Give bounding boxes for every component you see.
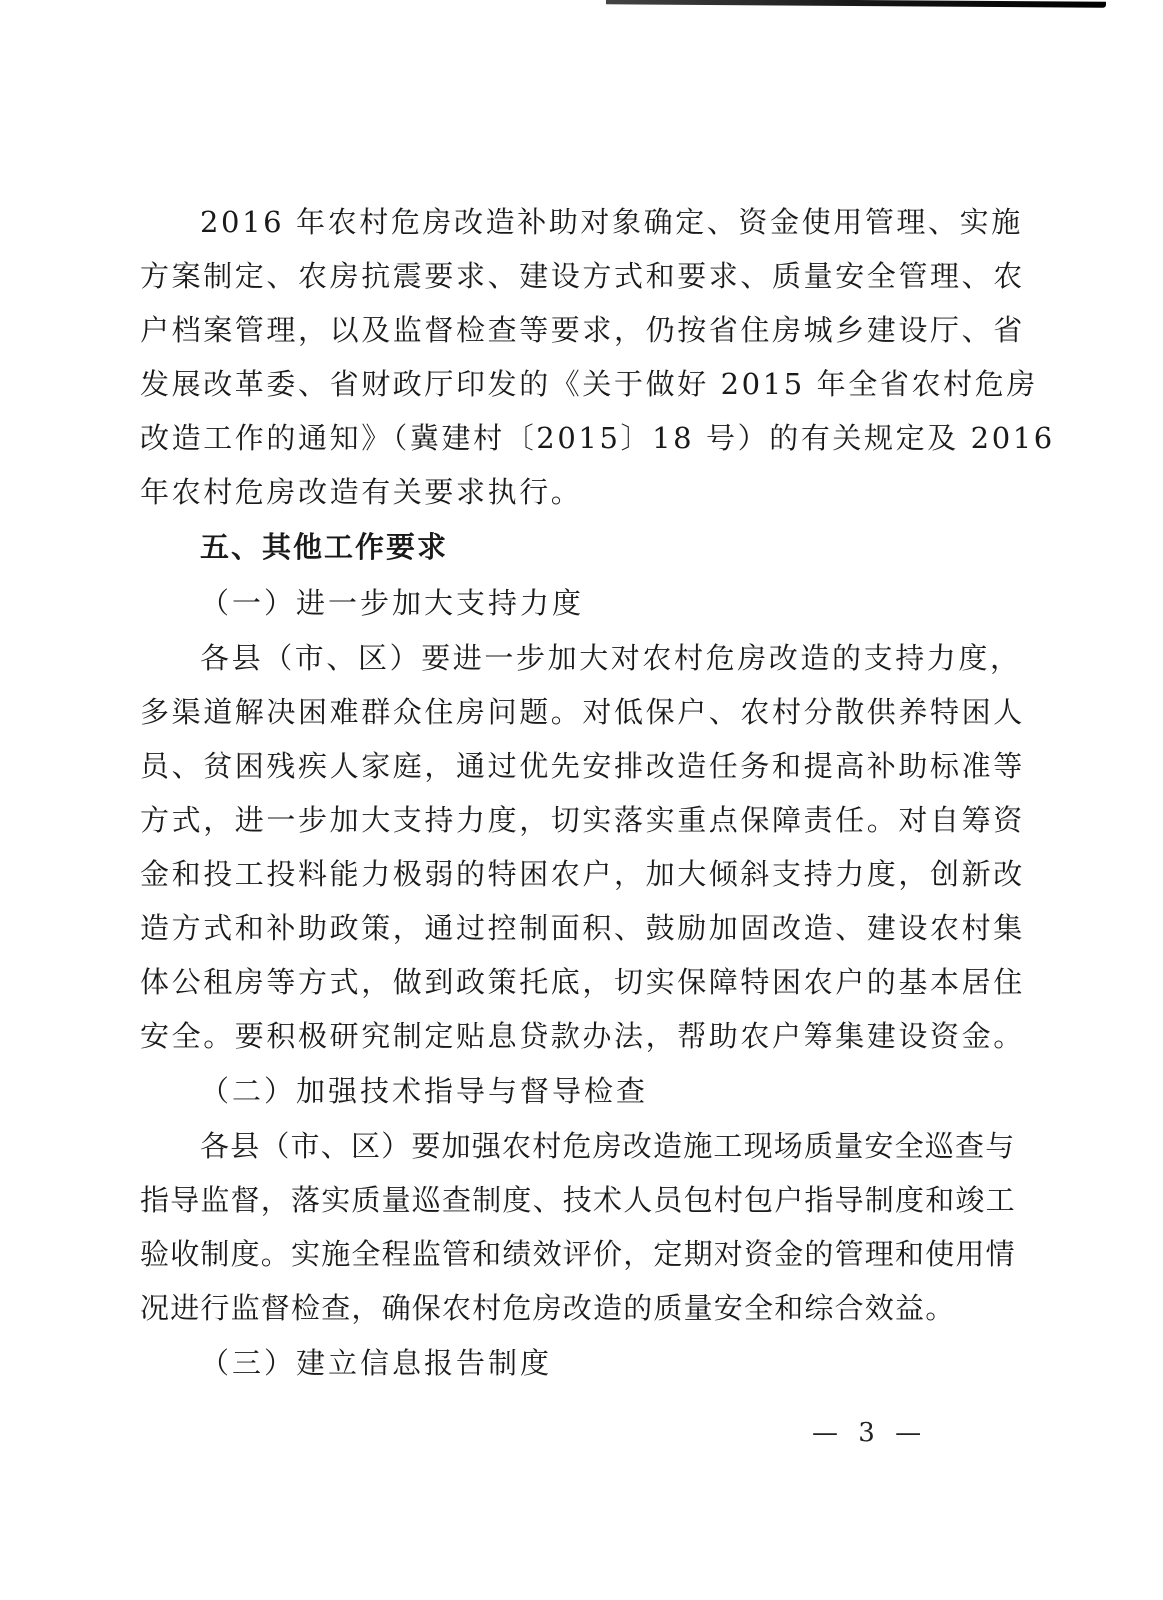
section-heading: 五、其他工作要求 xyxy=(200,530,449,564)
paragraph-line: 体公租房等方式，做到政策托底，切实保障特困农户的基本居住 xyxy=(140,965,1025,999)
subsection-heading: （三）建立信息报告制度 xyxy=(200,1346,553,1380)
paragraph-line: 安全。要积极研究制定贴息贷款办法，帮助农户筹集建设资金。 xyxy=(140,1019,1025,1053)
paragraph-line: 况进行监督检查，确保农村危房改造的质量安全和综合效益。 xyxy=(140,1291,956,1325)
paragraph-line: 2016 年农村危房改造补助对象确定、资金使用管理、实施 xyxy=(200,205,1023,239)
subsection-heading: （二）加强技术指导与督导检查 xyxy=(200,1074,649,1108)
paragraph-line: 造方式和补助政策，通过控制面积、鼓励加固改造、建设农村集 xyxy=(140,911,1025,945)
paragraph-line: 各县（市、区）要进一步加大对农村危房改造的支持力度， xyxy=(200,641,1022,675)
page-number: — 3 — xyxy=(812,1418,928,1448)
paragraph-line: 方式，进一步加大支持力度，切实落实重点保障责任。对自筹资 xyxy=(140,803,1025,837)
document-page xyxy=(140,195,1055,1391)
paragraph-line: 验收制度。实施全程监管和绩效评价，定期对资金的管理和使用情 xyxy=(140,1237,1016,1271)
paragraph-line: 改造工作的通知》（冀建村〔2015〕18 号）的有关规定及 2016 xyxy=(140,421,1055,455)
top-edge-bar xyxy=(606,0,1106,8)
paragraph-line: 年农村危房改造有关要求执行。 xyxy=(140,475,583,509)
paragraph-line: 指导监督，落实质量巡查制度、技术人员包村包户指导制度和竣工 xyxy=(140,1183,1016,1217)
paragraph-line: 户档案管理，以及监督检查等要求，仍按省住房城乡建设厅、省 xyxy=(140,313,1025,347)
subsection-heading: （一）进一步加大支持力度 xyxy=(200,586,585,620)
paragraph-line: 各县（市、区）要加强农村危房改造施工现场质量安全巡查与 xyxy=(200,1129,1016,1163)
paragraph-implementation-rules xyxy=(140,195,1055,519)
paragraph-line: 多渠道解决困难群众住房问题。对低保户、农村分散供养特困人 xyxy=(140,695,1025,729)
paragraph-line: 员、贫困残疾人家庭，通过优先安排改造任务和提高补助标准等 xyxy=(140,749,1025,783)
paragraph-technical-guidance xyxy=(140,1119,1016,1335)
paragraph-line: 方案制定、农房抗震要求、建设方式和要求、质量安全管理、农 xyxy=(140,259,1025,293)
paragraph-line: 发展改革委、省财政厅印发的《关于做好 2015 年全省农村危房 xyxy=(140,367,1038,401)
paragraph-support xyxy=(140,631,1025,1063)
paragraph-line: 金和投工投料能力极弱的特困农户，加大倾斜支持力度，创新改 xyxy=(140,857,1025,891)
